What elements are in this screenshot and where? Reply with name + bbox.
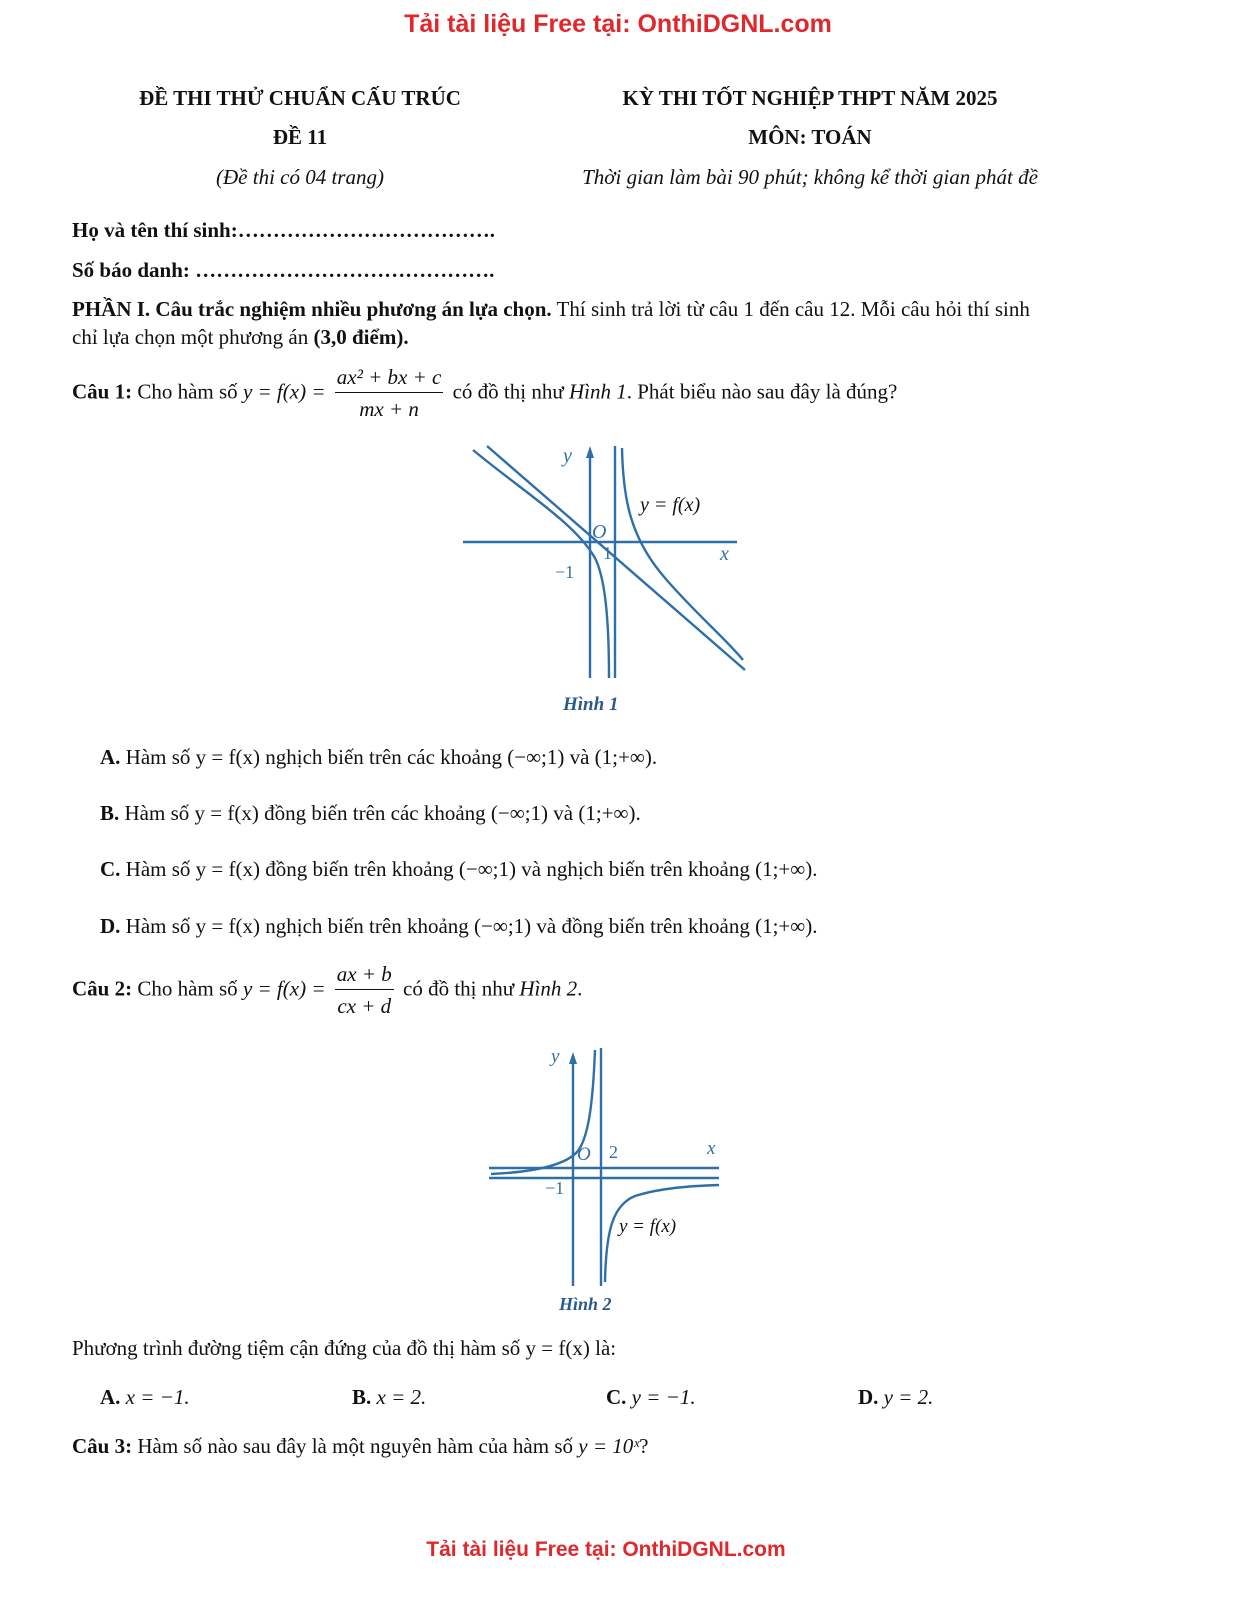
q2-option-c[interactable] bbox=[606, 1385, 696, 1410]
candidate-name-label: Họ và tên thí sinh: bbox=[72, 218, 238, 242]
q1-option-d-letter: D. bbox=[100, 914, 121, 938]
q1-option-a-letter: A. bbox=[100, 745, 121, 769]
q2-option-d-text: y = 2. bbox=[883, 1385, 934, 1409]
q2-option-a[interactable] bbox=[100, 1385, 190, 1410]
q2-tail-b: . bbox=[577, 976, 583, 1001]
fig2-tick-x: 2 bbox=[609, 1142, 618, 1162]
q2-func-lhs: y = f(x) = bbox=[242, 976, 326, 1001]
part1-points: (3,0 điểm). bbox=[313, 325, 409, 349]
fig2-caption: Hình 2 bbox=[559, 1294, 612, 1314]
q3-stem bbox=[72, 1434, 649, 1459]
figure-1 bbox=[455, 438, 755, 720]
q2-numerator: ax + b bbox=[335, 962, 394, 990]
q2-option-d[interactable] bbox=[858, 1385, 933, 1410]
fig1-tick-x: 1 bbox=[603, 543, 612, 563]
q2-option-b[interactable] bbox=[352, 1385, 426, 1410]
exam-title-left: ĐỀ THI THỬ CHUẨN CẤU TRÚC bbox=[139, 86, 461, 110]
fig2-y-arrow bbox=[569, 1052, 577, 1064]
candidate-id-label: Số báo danh: bbox=[72, 258, 196, 282]
q1-option-c-text: Hàm số y = f(x) đồng biến trên khoảng (−∞;1) và nghịch biến trên khoảng (1;+∞). bbox=[125, 857, 818, 881]
q2-option-b-letter: B. bbox=[352, 1385, 372, 1409]
q1-intro: Cho hàm số bbox=[132, 379, 243, 404]
q1-tail-a: có đồ thị như bbox=[447, 379, 569, 404]
fig1-x-label: x bbox=[720, 543, 729, 565]
fig1-origin-label: O bbox=[592, 521, 607, 543]
q3-label: Câu 3: bbox=[72, 1434, 133, 1458]
q2-option-d-letter: D. bbox=[858, 1385, 879, 1409]
fig1-y-label: y bbox=[563, 445, 572, 467]
exam-code: ĐỀ 11 bbox=[272, 125, 328, 149]
part1-heading-2 bbox=[72, 325, 409, 350]
q2-question: Phương trình đường tiệm cận đứng của đồ thị hàm số y = f(x) là: bbox=[72, 1336, 617, 1360]
q3-tail: ? bbox=[639, 1434, 649, 1458]
q1-option-c-letter: C. bbox=[100, 857, 121, 881]
fig2-y-label: y bbox=[551, 1046, 560, 1067]
fig2-curve-label: y = f(x) bbox=[619, 1216, 677, 1237]
q1-stem bbox=[72, 365, 897, 422]
fig1-y-arrow bbox=[586, 446, 594, 458]
exam-pages: (Đề thi có 04 trang) bbox=[216, 165, 384, 189]
q2-option-c-text: y = −1. bbox=[631, 1385, 696, 1409]
candidate-name-line bbox=[72, 218, 495, 243]
part1-title: PHẦN I. Câu trắc nghiệm nhiều phương án lựa chọn. bbox=[72, 297, 552, 321]
figure-2 bbox=[485, 1040, 725, 1320]
q1-option-a[interactable] bbox=[100, 745, 657, 770]
part1-desc: Thí sinh trả lời từ câu 1 đến câu 12. Mỗi câu hỏi thí sinh bbox=[551, 297, 1030, 321]
q2-option-b-text: x = 2. bbox=[376, 1385, 427, 1409]
fig1-tick-y: −1 bbox=[555, 562, 575, 582]
q2-label: Câu 2: bbox=[72, 976, 133, 1001]
candidate-name-dots: ………………………………. bbox=[237, 218, 495, 242]
q2-option-a-text: x = −1. bbox=[125, 1385, 190, 1409]
candidate-id-line bbox=[72, 258, 494, 283]
exam-subject: MÔN: TOÁN bbox=[748, 125, 872, 149]
top-banner[interactable]: Tải tài liệu Free tại: OnthiDGNL.com bbox=[404, 10, 832, 38]
exam-title-right: KỲ THI TỐT NGHIỆP THPT NĂM 2025 bbox=[622, 86, 998, 110]
q1-denominator: mx + n bbox=[359, 397, 419, 421]
q2-tail-a: có đồ thị như bbox=[397, 976, 520, 1001]
q1-func-lhs: y = f(x) = bbox=[242, 379, 326, 404]
part1-heading bbox=[72, 297, 1030, 322]
q1-option-b-text: Hàm số y = f(x) đồng biến trên các khoảng (−∞;1) và (1;+∞). bbox=[124, 801, 641, 825]
q1-option-b-letter: B. bbox=[100, 801, 120, 825]
fig2-x-label: x bbox=[707, 1138, 716, 1159]
q1-fraction bbox=[335, 365, 444, 422]
q2-denominator: cx + d bbox=[337, 994, 392, 1018]
q1-numerator: ax² + bx + c bbox=[335, 365, 444, 393]
fig1-curve-label: y = f(x) bbox=[640, 494, 701, 516]
fig2-tick-y: −1 bbox=[545, 1178, 565, 1198]
q2-option-c-letter: C. bbox=[606, 1385, 627, 1409]
q3-text: Hàm số nào sau đây là một nguyên hàm của hàm số bbox=[132, 1434, 579, 1458]
q1-tail-fig: Hình 1 bbox=[568, 379, 627, 404]
q1-option-b[interactable] bbox=[100, 801, 641, 826]
q1-tail-b: . Phát biểu nào sau đây là đúng? bbox=[626, 379, 898, 404]
q2-tail-fig: Hình 2 bbox=[519, 976, 578, 1001]
exam-time: Thời gian làm bài 90 phút; không kể thời gian phát đề bbox=[582, 165, 1038, 189]
q1-option-d[interactable] bbox=[100, 914, 817, 939]
q1-option-d-text: Hàm số y = f(x) nghịch biến trên khoảng (−∞;1) và đồng biến trên khoảng (1;+∞). bbox=[125, 914, 818, 938]
fig1-left-branch bbox=[473, 450, 609, 678]
q1-option-a-text: Hàm số y = f(x) nghịch biến trên các khoảng (−∞;1) và (1;+∞). bbox=[125, 745, 658, 769]
q2-intro: Cho hàm số bbox=[132, 976, 243, 1001]
q2-option-a-letter: A. bbox=[100, 1385, 121, 1409]
q3-func: y = 10ˣ bbox=[578, 1434, 640, 1458]
fig2-origin-label: O bbox=[577, 1144, 591, 1165]
q2-stem bbox=[72, 962, 582, 1019]
q1-option-c[interactable] bbox=[100, 857, 817, 882]
candidate-id-dots: ……………………………………. bbox=[195, 258, 495, 282]
q1-label: Câu 1: bbox=[72, 379, 133, 404]
bottom-banner[interactable]: Tải tài liệu Free tại: OnthiDGNL.com bbox=[426, 1538, 786, 1561]
fig1-caption: Hình 1 bbox=[563, 694, 619, 715]
part1-desc-2: chỉ lựa chọn một phương án bbox=[72, 325, 314, 349]
q2-fraction bbox=[335, 962, 394, 1019]
